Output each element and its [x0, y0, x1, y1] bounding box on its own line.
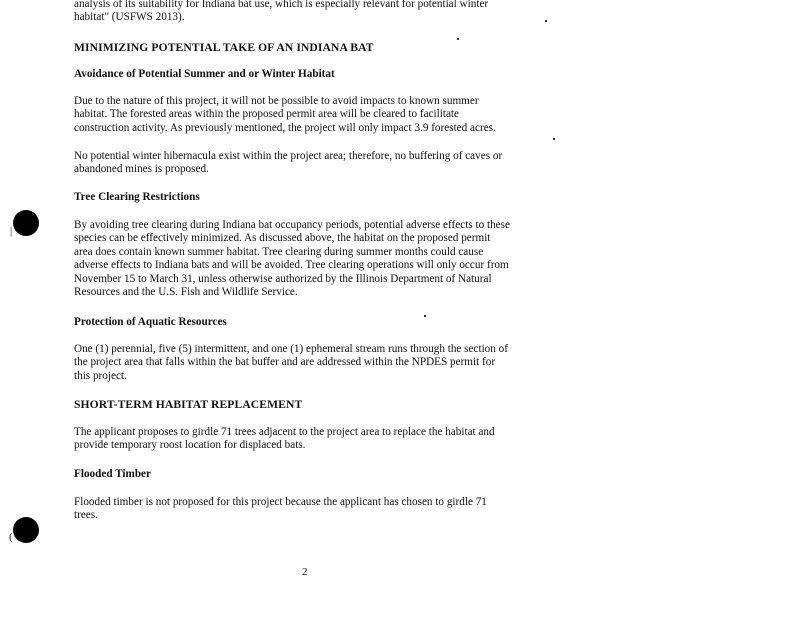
- punch-hole-top: [13, 210, 39, 236]
- text-line: abandoned mines is proposed.: [74, 163, 209, 176]
- text-line: provide temporary roost location for displaced bats.: [74, 439, 306, 452]
- scan-mark-left-bottom: (: [9, 531, 13, 543]
- text-line: area does contain known summer habitat. Tree clearing during summer months could cause: [74, 245, 484, 258]
- text-line: No potential winter hibernacula exist within the project area; therefore, no buffering of caves or: [74, 150, 503, 162]
- tree-clearing-paragraph: [74, 219, 546, 299]
- intro-paragraph: [74, 0, 546, 25]
- aquatic-paragraph: [74, 343, 546, 383]
- text-line: November 15 to March 31, unless otherwise authorized by the Illinois Department of Natural: [74, 272, 492, 285]
- subheading-aquatic: Protection of Aquatic Resources: [74, 316, 227, 328]
- punch-hole-bottom: [13, 517, 39, 543]
- text-line: this project.: [74, 369, 127, 382]
- scan-dot-2: [457, 38, 459, 40]
- text-line: construction activity. As previously mentioned, the project will only impact 3.9 forested acres.: [74, 121, 496, 134]
- scan-dot-4: [553, 138, 555, 140]
- subheading-flooded-timber: Flooded Timber: [74, 468, 151, 480]
- avoidance-paragraph-1: [74, 95, 546, 135]
- text-line: One (1) perennial, five (5) intermittent, and one (1) ephemeral stream runs through the section of: [74, 343, 508, 355]
- avoidance-paragraph-2: [74, 150, 546, 177]
- text-line: analysis of its suitability for Indiana bat use, which is especially relevant for potential winter: [74, 0, 489, 10]
- text-line: The applicant proposes to girdle 71 trees adjacent to the project area to replace the habitat and: [74, 426, 495, 438]
- scan-mark-left-top: |: [10, 225, 13, 237]
- text-line: Flooded timber is not proposed for this project because the applicant has chosen to girdle 71: [74, 496, 487, 508]
- text-line: habitat. The forested areas within the proposed permit area will be cleared to facilitate: [74, 108, 459, 121]
- subheading-tree-clearing: Tree Clearing Restrictions: [74, 191, 200, 203]
- text-line: adverse effects to Indiana bats and will be avoided. Tree clearing operations will only occur from: [74, 259, 509, 272]
- text-line: Due to the nature of this project, it will not be possible to avoid impacts to known summer: [74, 95, 479, 107]
- text-line: species can be effectively minimized. As discussed above, the habitat on the proposed permit: [74, 232, 491, 245]
- section-heading-short-term: SHORT-TERM HABITAT REPLACEMENT: [74, 398, 303, 411]
- text-line: Resources and the U.S. Fish and Wildlife Service.: [74, 286, 298, 299]
- text-line: trees.: [74, 509, 98, 522]
- text-line: habitat" (USFWS 2013).: [74, 11, 185, 24]
- page-number: 2: [302, 566, 308, 578]
- subheading-avoidance: Avoidance of Potential Summer and or Winter Habitat: [74, 68, 335, 80]
- text-line: By avoiding tree clearing during Indiana bat occupancy periods, potential adverse effects to these: [74, 219, 510, 231]
- section-heading-minimizing-take: MINIMIZING POTENTIAL TAKE OF AN INDIANA BAT: [74, 41, 374, 54]
- short-term-paragraph: [74, 426, 546, 453]
- text-line: the project area that falls within the bat buffer and are addressed within the NPDES permit for: [74, 356, 496, 369]
- flooded-timber-paragraph: [74, 496, 546, 523]
